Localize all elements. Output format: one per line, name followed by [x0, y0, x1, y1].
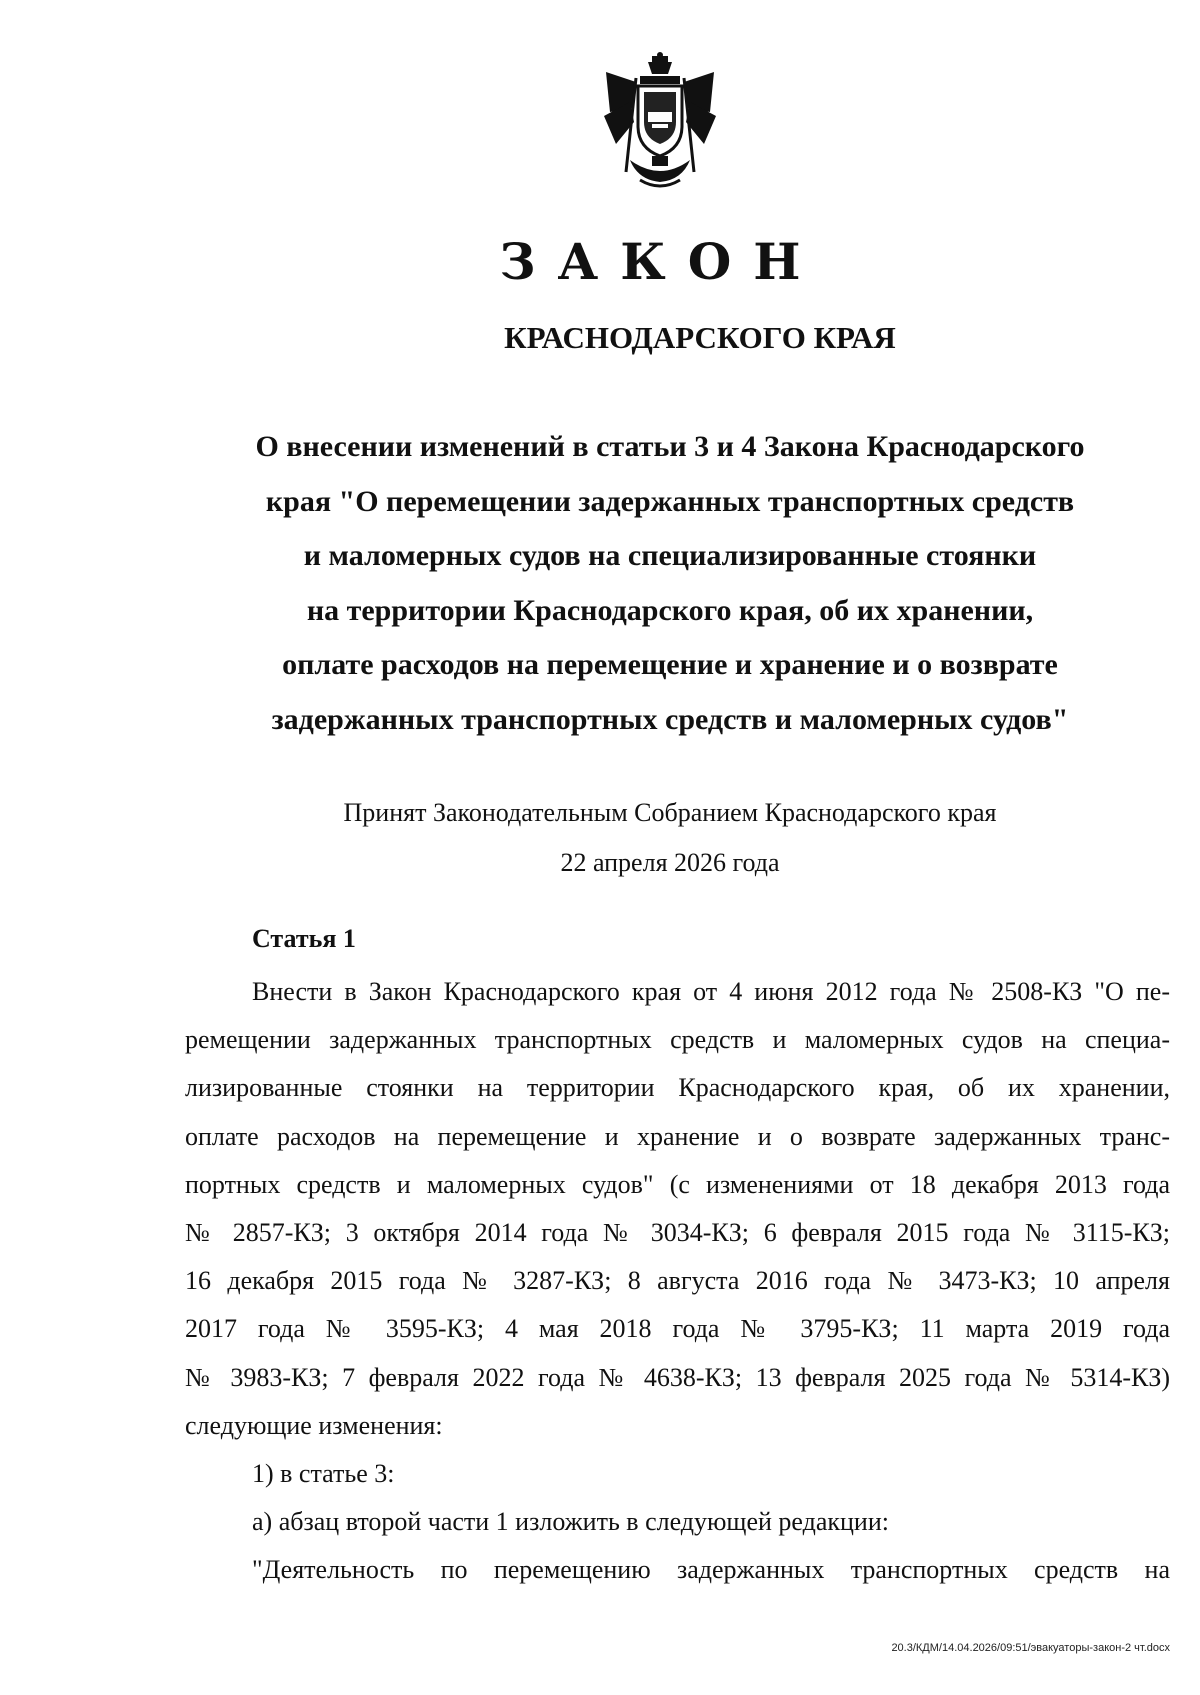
body-line: портных средств и маломерных судов" (с изменениями от 18 декабря 2013 года: [185, 1169, 1170, 1199]
body-line: оплате расходов на перемещение и хранение и о возврате задержанных транс-: [185, 1121, 1170, 1151]
coat-of-arms-emblem: [600, 52, 720, 202]
adoption-body: Принят Законодательным Собранием Краснодарского края: [343, 798, 997, 827]
body-line: следующие изменения:: [185, 1410, 443, 1440]
body-line: "Деятельность по перемещению задержанных транспортных средств на: [252, 1555, 1170, 1585]
article-heading: Статья 1: [252, 924, 356, 953]
title-line: задержанных транспортных средств и маломерных судов": [271, 702, 1069, 736]
region-heading: КРАСНОДАРСКОГО КРАЯ: [504, 320, 896, 355]
title-line: оплате расходов на перемещение и хранение и о возврате: [282, 648, 1058, 681]
list-item: а) абзац второй части 1 изложить в следующей редакции:: [252, 1507, 889, 1537]
title-line: и маломерных судов на специализированные стоянки: [303, 539, 1037, 572]
body-line: ремещении задержанных транспортных средств и маломерных судов на специа-: [185, 1025, 1170, 1055]
adoption-note: [200, 788, 1140, 888]
body-line: 2017 года № 3595-КЗ; 4 мая 2018 года № 3795-КЗ; 11 марта 2019 года: [185, 1314, 1170, 1344]
title-line: на территории Краснодарского края, об их хранении,: [306, 593, 1034, 627]
article-body: [185, 968, 1170, 1595]
title-line: О внесении изменений в статьи 3 и 4 Закона Краснодарского: [255, 430, 1085, 463]
adoption-date: 22 апреля 2026 года: [560, 848, 780, 877]
list-item: 1) в статье 3:: [252, 1459, 395, 1489]
body-line: № 3983-КЗ; 7 февраля 2022 года № 4638-КЗ; 13 февраля 2025 года № 5314-КЗ): [185, 1362, 1170, 1392]
law-title: [200, 420, 1140, 747]
file-reference: 20.3/КДМ/14.04.2026/09:51/эвакуаторы-закон-2 чт.docx: [891, 1642, 1170, 1654]
body-line: лизированные стоянки на территории Краснодарского края, об их хранении,: [185, 1073, 1170, 1103]
law-heading: ЗАКОН: [499, 232, 823, 291]
body-line: № 2857-КЗ; 3 октября 2014 года № 3034-КЗ; 6 февраля 2015 года № 3115-КЗ;: [185, 1218, 1170, 1248]
title-line: края "О перемещении задержанных транспортных средств: [265, 484, 1075, 518]
body-line: 16 декабря 2015 года № 3287-КЗ; 8 августа 2016 года № 3473-КЗ; 10 апреля: [185, 1266, 1170, 1296]
body-line: Внести в Закон Краснодарского края от 4 июня 2012 года № 2508-КЗ "О пе-: [252, 977, 1170, 1006]
